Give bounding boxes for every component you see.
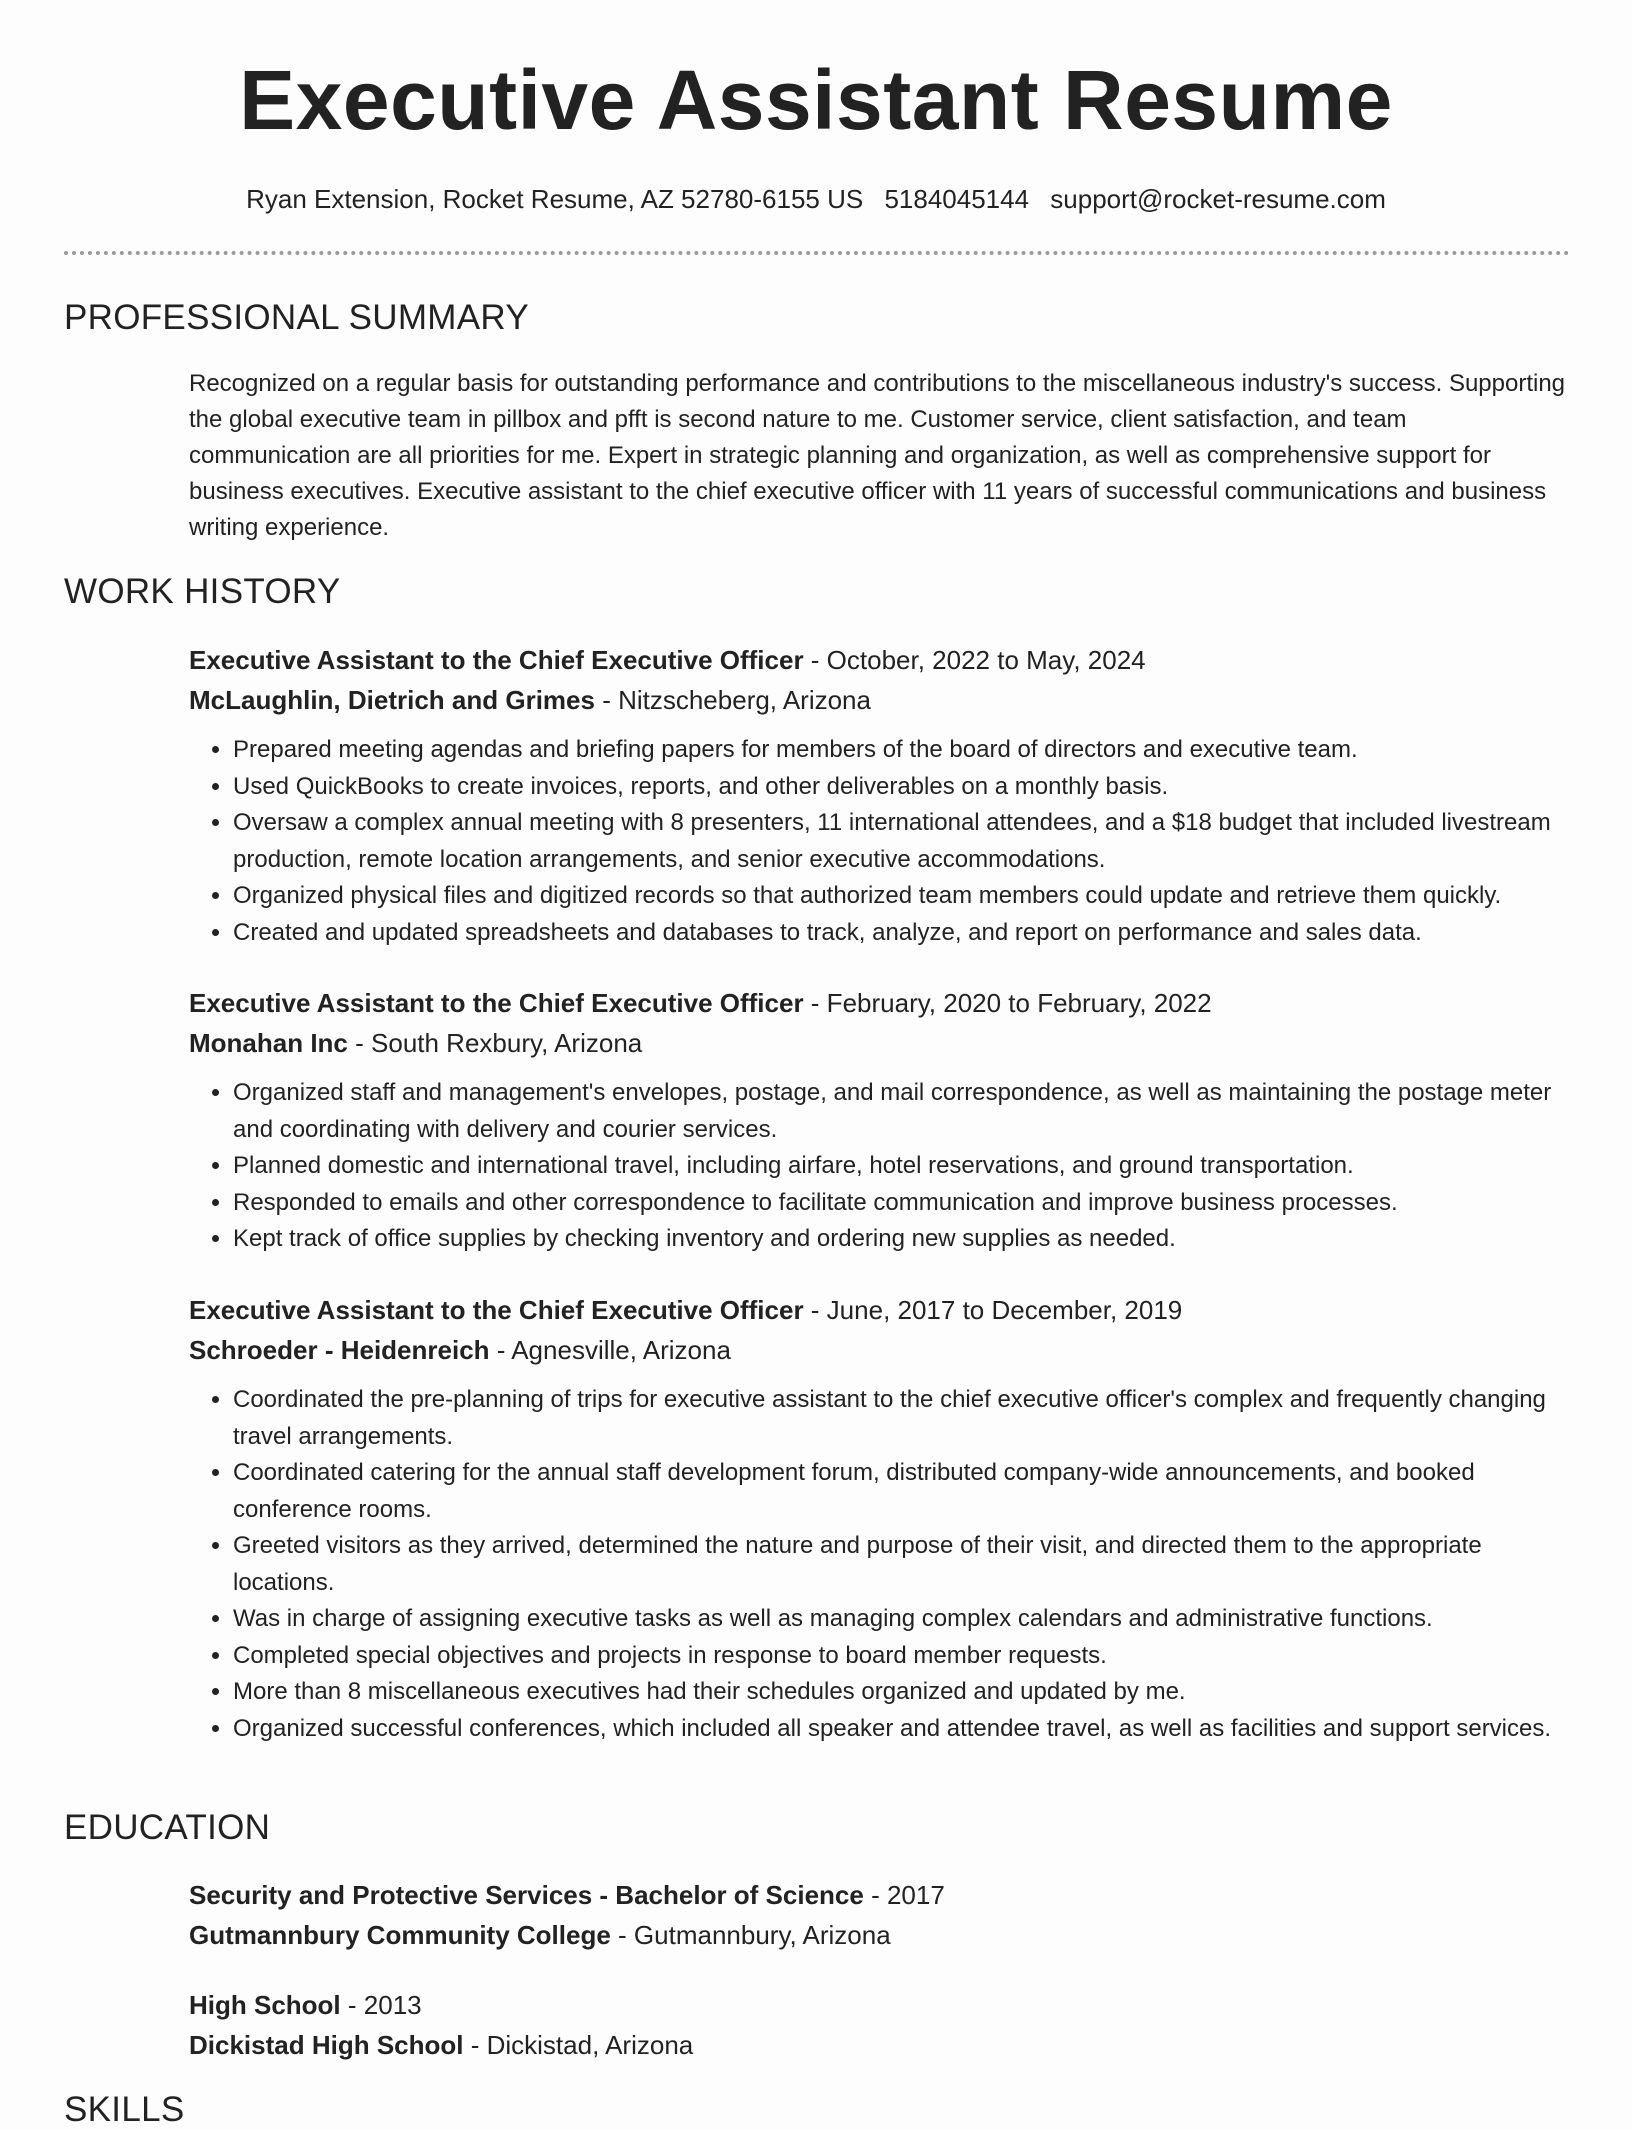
job-title-line	[189, 1290, 1579, 1330]
education-school: Dickistad High School	[189, 2030, 464, 2060]
section-heading-education: EDUCATION	[64, 1808, 271, 1847]
job-bullet: • More than 8 miscellaneous executives had their schedules organized and updated by me.	[233, 1674, 1579, 1711]
section-heading-summary: PROFESSIONAL SUMMARY	[64, 298, 529, 337]
contact-email: support@rocket-resume.com	[1050, 184, 1386, 214]
job-bullet: • Coordinated catering for the annual staff development forum, distributed company-wide announcements, and booked conference rooms.	[233, 1455, 1579, 1528]
job-title-line	[189, 983, 1579, 1023]
job-company-line	[189, 680, 1579, 720]
education-year: - 2017	[863, 1880, 945, 1910]
education-degree: Security and Protective Services - Bachelor of Science	[189, 1880, 864, 1910]
job-bullet: • Organized staff and management's envelopes, postage, and mail correspondence, as well as maintaining the postage meter and coordinating with delivery and courier services.	[233, 1075, 1579, 1148]
job-title: Executive Assistant to the Chief Executive Officer	[189, 988, 804, 1018]
job-company-line	[189, 1330, 1579, 1370]
education-entry	[189, 1985, 1569, 2065]
job-bullet: • Planned domestic and international travel, including airfare, hotel reservations, and ground transportation.	[233, 1148, 1579, 1185]
resume-title: Executive Assistant Resume	[239, 53, 1393, 147]
education-school-line	[189, 2025, 1569, 2065]
job-title: Executive Assistant to the Chief Executive Officer	[189, 645, 804, 675]
summary-text: Recognized on a regular basis for outstanding performance and contributions to the miscellaneous industry's success. Supporting the global executive team in pillbox and pfft is second nature to me. Customer service, client satisfaction, and team communication are all priorities for me. Expert in strategic planning and organization, as well as comprehensive support for business executives. Executive assistant to the chief executive officer with 11 years of successful communications and business writing experience.	[189, 370, 1566, 541]
job-bullet: • Organized physical files and digitized records so that authorized team members could update and retrieve them quickly.	[233, 878, 1579, 915]
job-entry	[189, 1290, 1579, 1747]
education-degree-line	[189, 1875, 1569, 1915]
contact-phone: 5184045144	[884, 184, 1030, 214]
job-company: McLaughlin, Dietrich and Grimes	[189, 685, 595, 715]
education-year: - 2013	[340, 1990, 422, 2020]
job-dates: - February, 2020 to February, 2022	[803, 988, 1212, 1018]
job-bullets	[189, 732, 1579, 951]
job-dates: - October, 2022 to May, 2024	[803, 645, 1146, 675]
job-bullet: • Kept track of office supplies by checking inventory and ordering new supplies as needed.	[233, 1221, 1579, 1258]
job-entry	[189, 983, 1579, 1258]
job-location: - Agnesville, Arizona	[489, 1335, 731, 1365]
job-bullet: • Was in charge of assigning executive tasks as well as managing complex calendars and administrative functions.	[233, 1601, 1579, 1638]
job-bullet: • Prepared meeting agendas and briefing papers for members of the board of directors and executive team.	[233, 732, 1579, 769]
job-bullet: • Created and updated spreadsheets and databases to track, analyze, and report on performance and sales data.	[233, 915, 1579, 952]
job-bullet: • Organized successful conferences, which included all speaker and attendee travel, as well as facilities and support services.	[233, 1711, 1579, 1748]
education-degree: High School	[189, 1990, 341, 2020]
job-location: - South Rexbury, Arizona	[347, 1028, 643, 1058]
education-degree-line	[189, 1985, 1569, 2025]
job-bullet: • Used QuickBooks to create invoices, reports, and other deliverables on a monthly basis.	[233, 769, 1579, 806]
contact-address: Ryan Extension, Rocket Resume, AZ 52780-6155 US	[246, 184, 864, 214]
job-company-line	[189, 1023, 1579, 1063]
job-location: - Nitzscheberg, Arizona	[594, 685, 871, 715]
job-bullet: • Oversaw a complex annual meeting with 8 presenters, 11 international attendees, and a $18 budget that included livestream production, remote location arrangements, and senior executive accommodations.	[233, 805, 1579, 878]
section-heading-skills: SKILLS	[64, 2090, 185, 2129]
job-bullet: • Responded to emails and other correspondence to facilitate communication and improve business processes.	[233, 1185, 1579, 1222]
job-bullets	[189, 1382, 1579, 1747]
education-school-line	[189, 1915, 1569, 1955]
education-location: - Gutmannbury, Arizona	[610, 1920, 891, 1950]
job-company: Schroeder - Heidenreich	[189, 1335, 490, 1365]
education-entry	[189, 1875, 1569, 1955]
header-divider	[64, 251, 1570, 255]
job-title-line	[189, 640, 1579, 680]
job-bullet: • Coordinated the pre-planning of trips for executive assistant to the chief executive officer's complex and frequently changing travel arrangements.	[233, 1382, 1579, 1455]
section-heading-work-history: WORK HISTORY	[64, 572, 341, 611]
job-bullets	[189, 1075, 1579, 1258]
job-entry	[189, 640, 1579, 951]
education-location: - Dickistad, Arizona	[463, 2030, 694, 2060]
job-company: Monahan Inc	[189, 1028, 348, 1058]
contact-line	[0, 184, 1632, 215]
job-dates: - June, 2017 to December, 2019	[803, 1295, 1183, 1325]
job-title: Executive Assistant to the Chief Executive Officer	[189, 1295, 804, 1325]
job-bullet: • Greeted visitors as they arrived, determined the nature and purpose of their visit, and directed them to the appropriate locations.	[233, 1528, 1579, 1601]
education-school: Gutmannbury Community College	[189, 1920, 611, 1950]
job-bullet: • Completed special objectives and projects in response to board member requests.	[233, 1638, 1579, 1675]
